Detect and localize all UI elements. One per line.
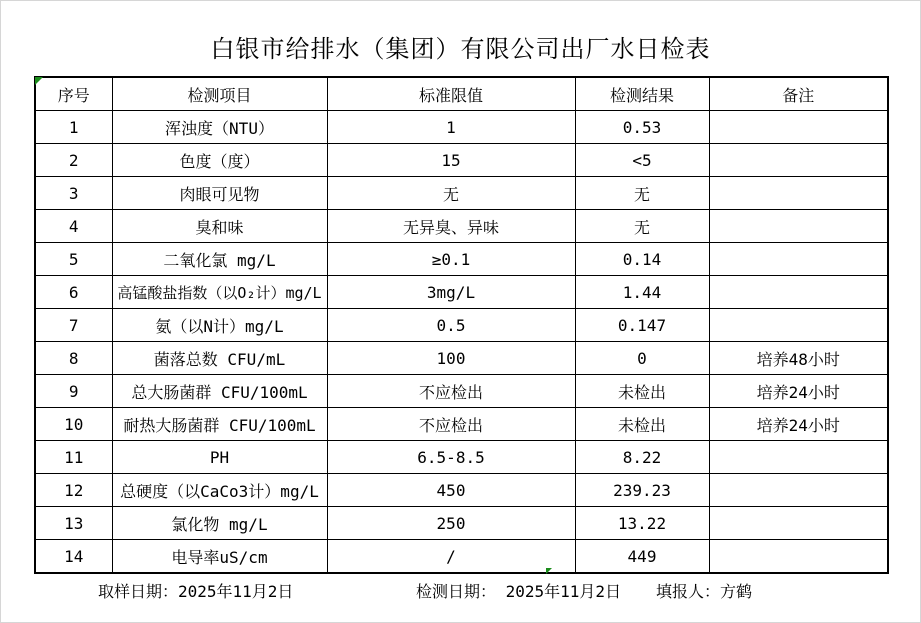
table-row (35, 111, 888, 144)
testing-date: 检测日期： 2025年11月2日 (416, 582, 622, 601)
table-cell: 无 (575, 210, 709, 243)
table-cell (709, 144, 888, 177)
table-cell: 肉眼可见物 (112, 177, 327, 210)
table-row (35, 144, 888, 177)
table-cell: 5 (35, 243, 112, 276)
page-title: 白银市给排水（集团）有限公司出厂水日检表 (210, 35, 711, 63)
header-row (35, 77, 888, 111)
column-header: 备注 (709, 77, 888, 111)
table-cell: 无异臭、异味 (327, 210, 575, 243)
table-cell (709, 309, 888, 342)
table-cell: 氯化物 mg/L (112, 507, 327, 540)
table-cell: 不应检出 (327, 375, 575, 408)
table-cell: 8 (35, 342, 112, 375)
table-cell: 14 (35, 540, 112, 574)
table-row (35, 210, 888, 243)
table-cell: 0.14 (575, 243, 709, 276)
table-cell: 11 (35, 441, 112, 474)
column-header: 标准限值 (327, 77, 575, 111)
table-cell: 1 (327, 111, 575, 144)
table-cell: ≥0.1 (327, 243, 575, 276)
table-cell (709, 276, 888, 309)
table-row (35, 243, 888, 276)
table-cell: 二氧化氯 mg/L (112, 243, 327, 276)
table-cell (709, 210, 888, 243)
table-cell (709, 474, 888, 507)
footer (1, 579, 921, 599)
table-row (35, 408, 888, 441)
table-cell: 13 (35, 507, 112, 540)
table-cell (709, 111, 888, 144)
table-cell: 浑浊度（NTU） (112, 111, 327, 144)
table-cell: 培养48小时 (709, 342, 888, 375)
table-cell: 未检出 (575, 408, 709, 441)
table-body (35, 111, 888, 574)
column-header: 检测项目 (112, 77, 327, 111)
table-row (35, 309, 888, 342)
table-row (35, 177, 888, 210)
table-row (35, 342, 888, 375)
table-cell: 2 (35, 144, 112, 177)
table-cell: / (327, 540, 575, 574)
inspection-table (34, 76, 889, 574)
table-cell: 总硬度（以CaCo3计）mg/L (112, 474, 327, 507)
reporter-name: 填报人：方鹤 (656, 582, 753, 601)
table-cell: 4 (35, 210, 112, 243)
table-cell: 0 (575, 342, 709, 375)
table-cell: 臭和味 (112, 210, 327, 243)
table-cell: 0.53 (575, 111, 709, 144)
table-cell: 总大肠菌群 CFU/100mL (112, 375, 327, 408)
table-cell: 1 (35, 111, 112, 144)
table-cell: 6.5-8.5 (327, 441, 575, 474)
table-cell (709, 177, 888, 210)
table-cell: 1.44 (575, 276, 709, 309)
column-header: 检测结果 (575, 77, 709, 111)
table-cell: 耐热大肠菌群 CFU/100mL (112, 408, 327, 441)
table-row (35, 441, 888, 474)
table-row (35, 276, 888, 309)
table-cell: 未检出 (575, 375, 709, 408)
table-cell: 7 (35, 309, 112, 342)
excel-corner-marker-icon (35, 77, 43, 85)
table-cell: 13.22 (575, 507, 709, 540)
table-cell: 9 (35, 375, 112, 408)
table-cell: 3mg/L (327, 276, 575, 309)
table-cell: 12 (35, 474, 112, 507)
table-cell: 8.22 (575, 441, 709, 474)
table-row (35, 474, 888, 507)
sampling-date: 取样日期：2025年11月2日 (98, 582, 294, 601)
table-cell: 色度（度） (112, 144, 327, 177)
excel-bottom-marker-icon (546, 568, 552, 574)
table-cell: 不应检出 (327, 408, 575, 441)
table-cell: 菌落总数 CFU/mL (112, 342, 327, 375)
table-cell (709, 540, 888, 574)
table-cell (709, 243, 888, 276)
table-cell: 15 (327, 144, 575, 177)
table-cell: 239.23 (575, 474, 709, 507)
column-header: 序号 (35, 77, 112, 111)
table-cell: PH (112, 441, 327, 474)
table-cell: 450 (327, 474, 575, 507)
table-cell: 0.5 (327, 309, 575, 342)
table-cell: 0.147 (575, 309, 709, 342)
table-cell (709, 507, 888, 540)
table-cell: 培养24小时 (709, 375, 888, 408)
table-cell: 10 (35, 408, 112, 441)
table-row (35, 540, 888, 574)
table-row (35, 507, 888, 540)
table-cell: 449 (575, 540, 709, 574)
table-cell: 6 (35, 276, 112, 309)
table-cell (709, 441, 888, 474)
table-cell: 3 (35, 177, 112, 210)
table-cell: 无 (575, 177, 709, 210)
table-row (35, 375, 888, 408)
table-cell: 培养24小时 (709, 408, 888, 441)
table-cell: 高锰酸盐指数（以O₂计）mg/L (112, 276, 327, 309)
table-cell: 电导率uS/cm (112, 540, 327, 574)
table-cell: 无 (327, 177, 575, 210)
table-cell: 250 (327, 507, 575, 540)
table-cell: <5 (575, 144, 709, 177)
table-cell: 氨（以N计）mg/L (112, 309, 327, 342)
table-cell: 100 (327, 342, 575, 375)
